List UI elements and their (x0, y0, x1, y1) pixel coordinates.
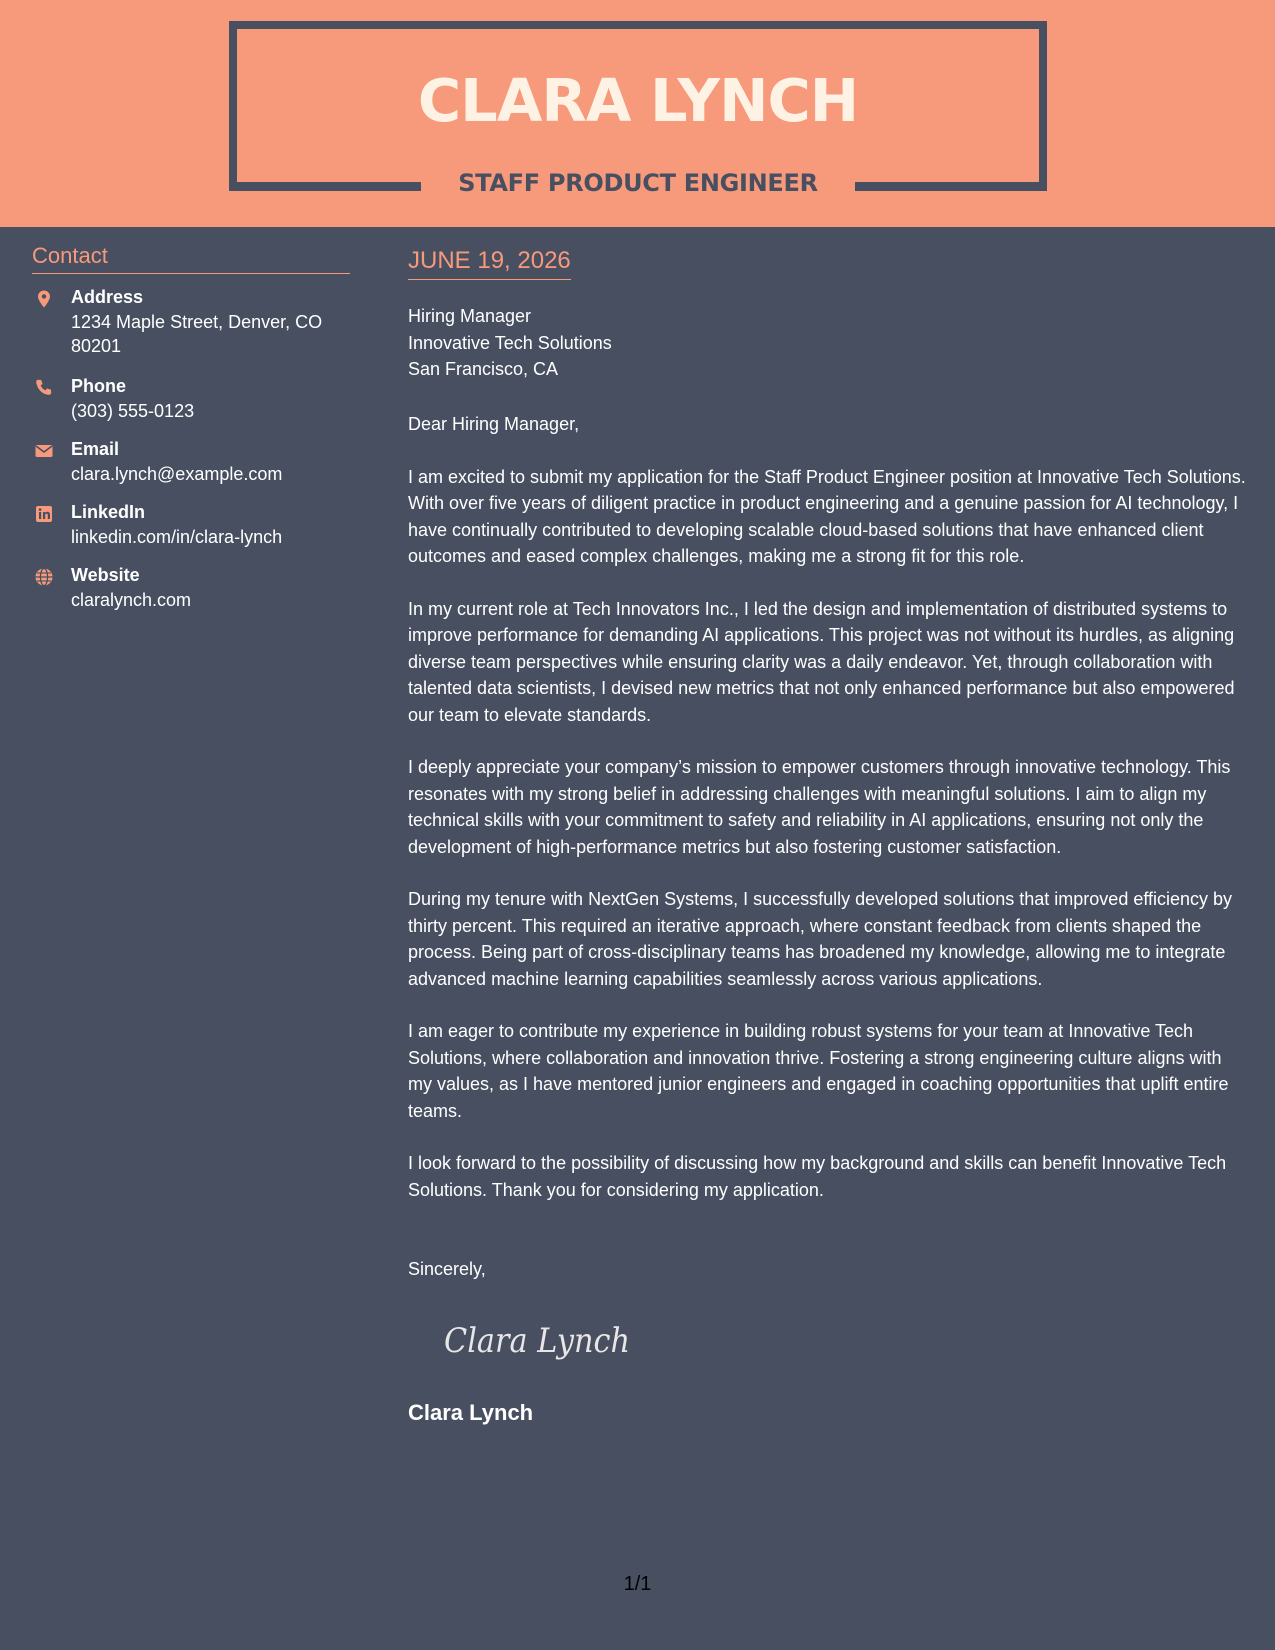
body-paragraph: I look forward to the possibility of discussing how my background and skills can benefit Innovative Tech Solutions. Thank you for considering my application. (408, 1153, 1227, 1200)
header-banner (0, 0, 1275, 227)
body-paragraph: In my current role at Tech Innovators Inc., I led the design and implementation of distributed systems to improve performance for demanding AI applications. This project was not without its hurdles, as aligning diverse team perspectives while ensuring clarity was a daily endeavor. Yet, through collaboration with talented data scientists, I devised new metrics that not only enhanced performance but also empowered our team to elevate standards. (408, 599, 1235, 725)
body-paragraph: During my tenure with NextGen Systems, I successfully developed solutions that improved efficiency by thirty percent. This required an iterative approach, where constant feedback from clients shaped the process. Being part of cross-disciplinary teams has broadened my knowledge, allowing me to integrate advanced machine learning capabilities seamlessly across various applications. (408, 889, 1233, 989)
contact-value: 1234 Maple Street, Denver, CO 80201 (71, 312, 323, 356)
recipient-block (408, 303, 1248, 383)
recipient-line: Hiring Manager (408, 306, 532, 326)
header-frame-bottom-right (855, 182, 1047, 191)
letter-date: JUNE 19, 2026 (408, 245, 571, 280)
contact-value: claralynch.com (71, 590, 192, 610)
phone-icon (34, 378, 54, 398)
contact-value: clara.lynch@example.com (71, 464, 283, 484)
signature-text: Clara Lynch (444, 1321, 630, 1361)
letter-body (408, 464, 1250, 1230)
recipient-line: San Francisco, CA (408, 359, 559, 379)
page-number: 1/1 (623, 1573, 652, 1595)
map-pin-icon (34, 289, 54, 309)
closing: Sincerely, (408, 1259, 486, 1279)
signer-name: Clara Lynch (408, 1400, 534, 1425)
salutation: Dear Hiring Manager, (408, 414, 580, 434)
contact-label: Email (71, 439, 120, 459)
body-paragraph: I am eager to contribute my experience in building robust systems for your team at Innovative Tech Solutions, where collaboration and innovation thrive. Fostering a strong engineering culture aligns with my values, as I have mentored junior engineers and engaged in coaching opportunities that uplift entire teams. (408, 1021, 1229, 1121)
applicant-title: STAFF PRODUCT ENGINEER (458, 169, 818, 197)
contact-heading: Contact (32, 242, 350, 274)
linkedin-icon (34, 504, 54, 524)
body-paragraph: I am excited to submit my application for the Staff Product Engineer position at Innovative Tech Solutions. With over five years of diligent practice in product engineering and a genuine passion for AI technology, I have continually contributed to developing scalable cloud-based solutions that have enhanced client outcomes and eased complex challenges, making me a strong fit for this role. (408, 467, 1246, 567)
globe-icon (34, 567, 54, 587)
contact-label: Phone (71, 376, 127, 396)
body-paragraph: I deeply appreciate your company’s mission to empower customers through innovative technology. This resonates with my strong belief in addressing challenges with meaningful solutions. I aim to align my technical skills with your commitment to safety and reliability in AI applications, ensuring not only the development of high-performance metrics but also fostering customer satisfaction. (408, 757, 1231, 857)
header-frame-bottom-left (229, 182, 421, 191)
contact-value: linkedin.com/in/clara-lynch (71, 527, 283, 547)
contact-label: Address (71, 287, 144, 307)
applicant-name: CLARA LYNCH (417, 66, 859, 135)
signature-image (440, 1310, 660, 1370)
contact-label: LinkedIn (71, 502, 146, 522)
recipient-line: Innovative Tech Solutions (408, 332, 612, 353)
envelope-icon (34, 441, 54, 461)
contact-label: Website (71, 565, 140, 585)
contact-value: (303) 555-0123 (71, 401, 195, 421)
